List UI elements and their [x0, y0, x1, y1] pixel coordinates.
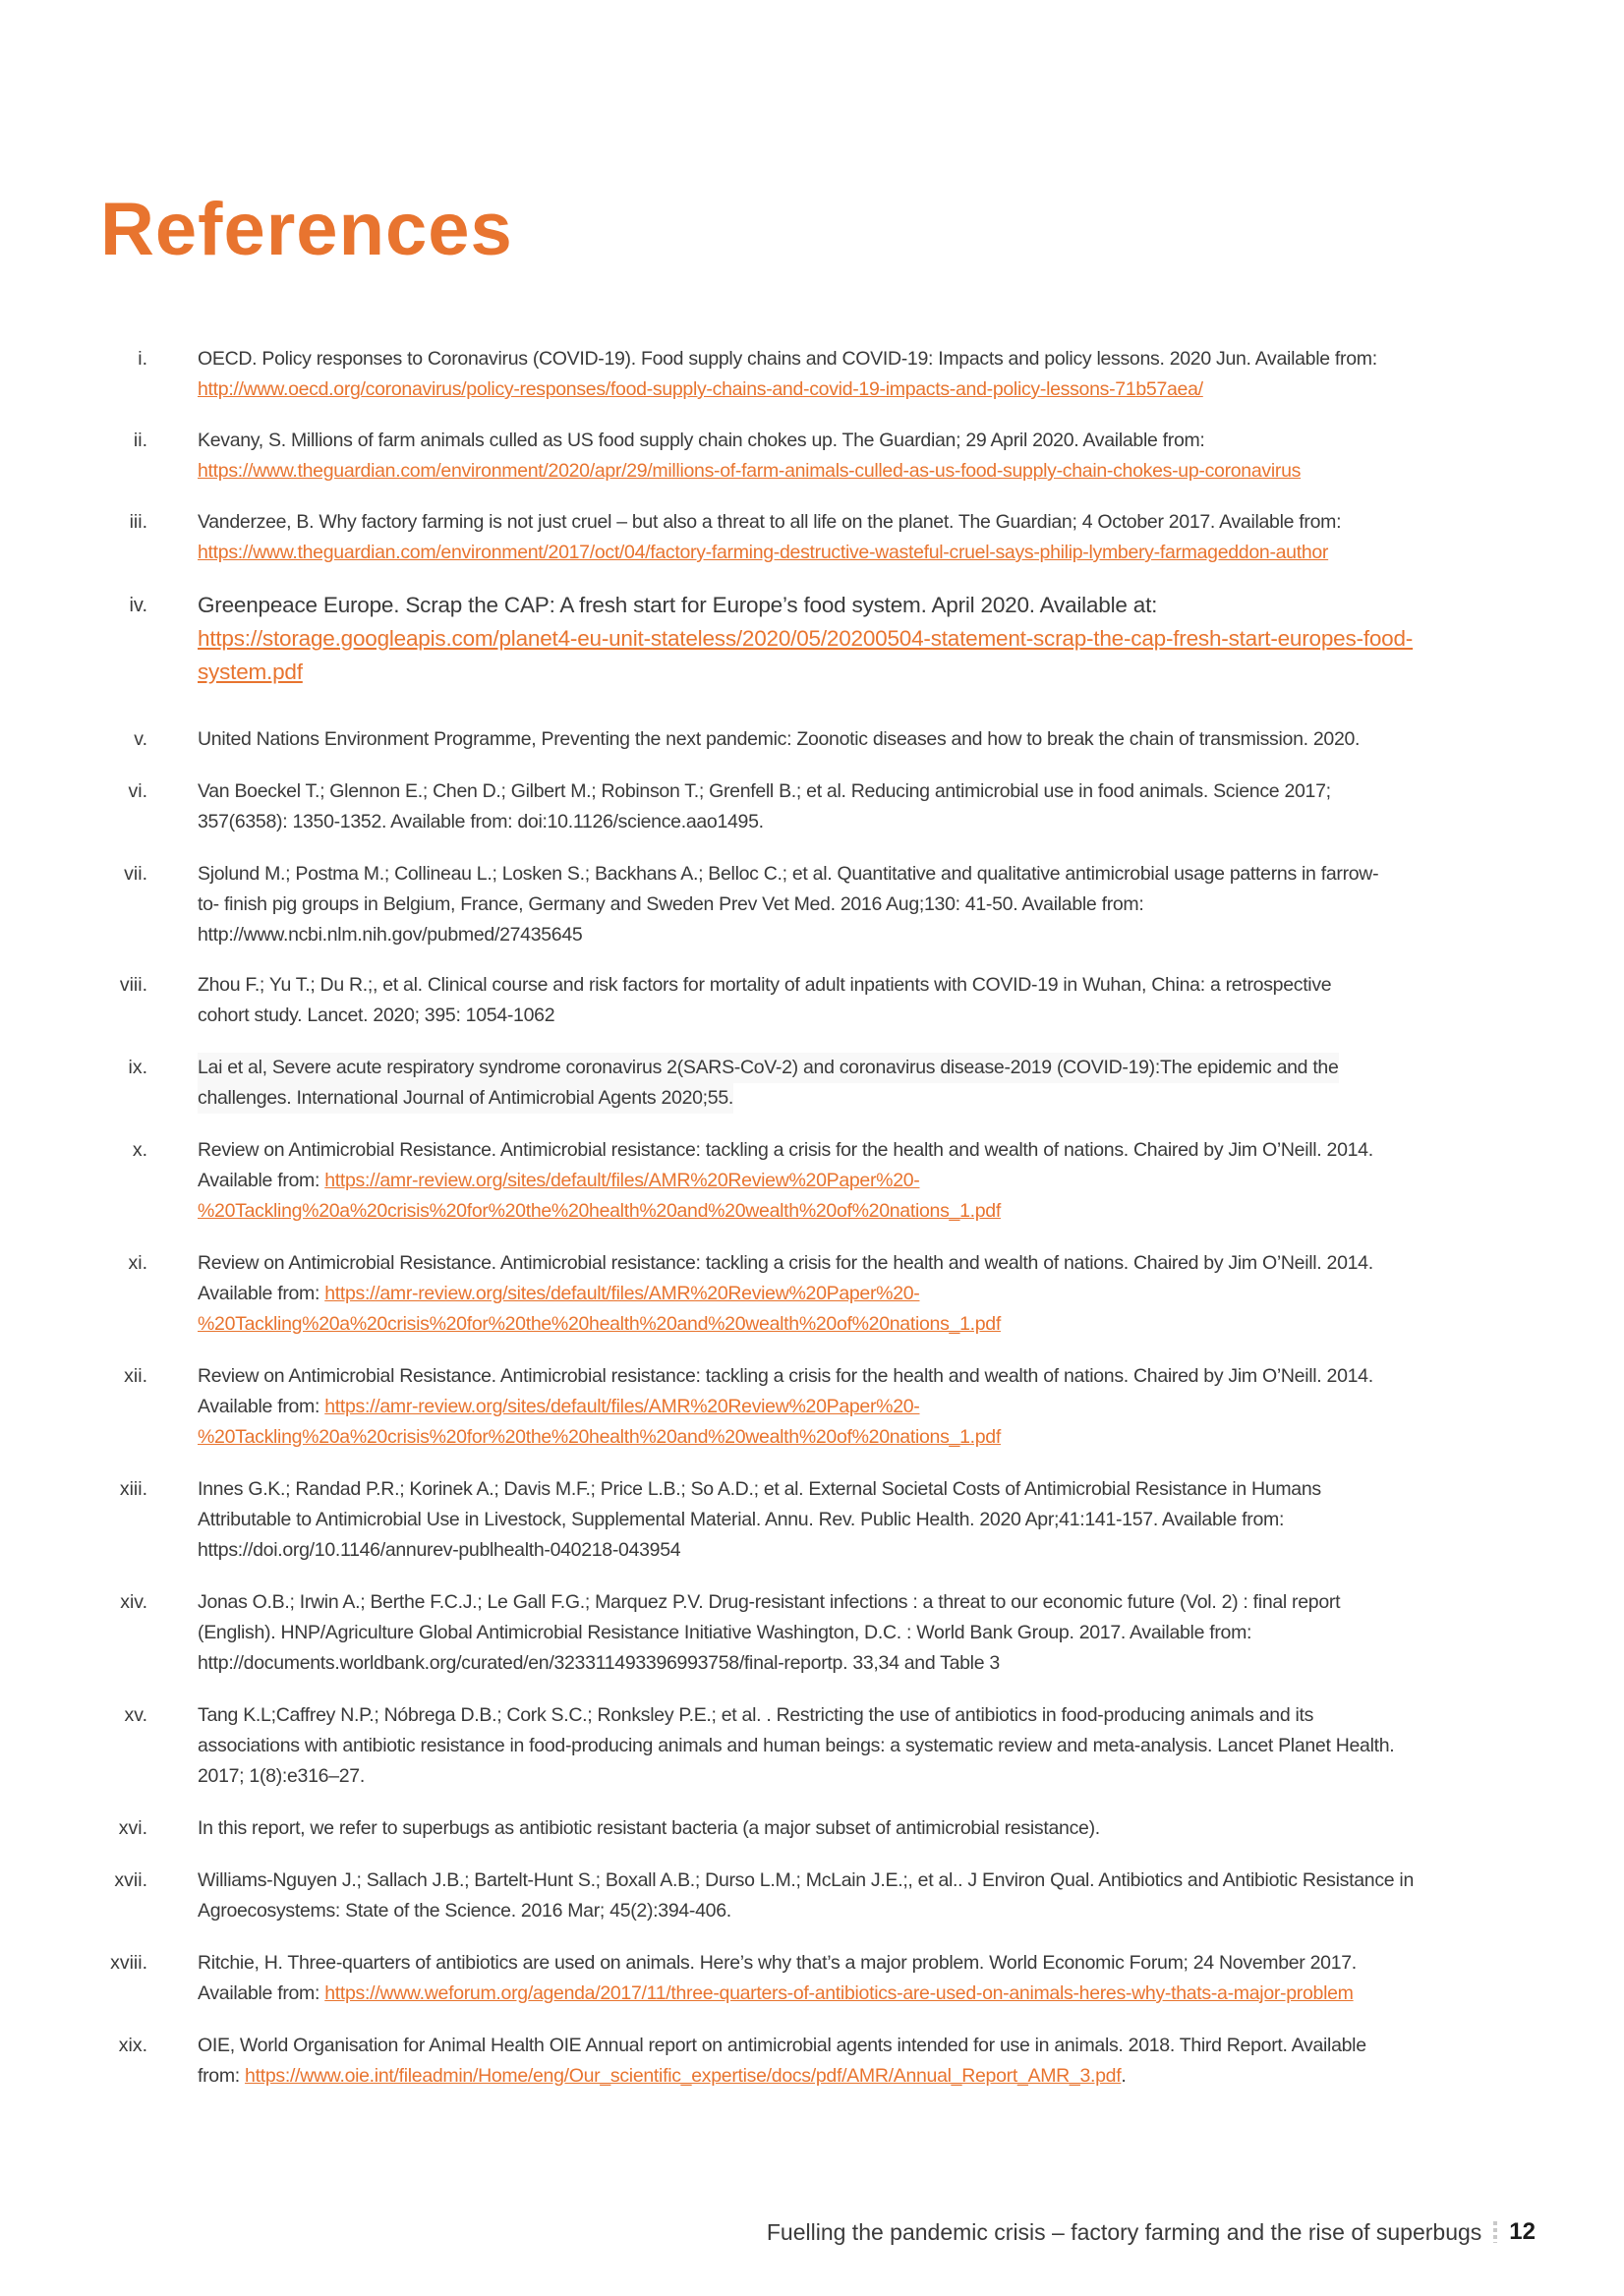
reference-text	[198, 1248, 1549, 1340]
reference-number: xviii.	[110, 1952, 147, 1974]
reference-text	[198, 859, 1549, 950]
reference-line	[198, 1474, 1549, 1505]
reference-line	[198, 970, 1549, 1001]
reference-text	[198, 776, 1549, 837]
reference-line-text: to- finish pig groups in Belgium, France, Germany and Sweden Prev Vet Med. 2016 Aug;130: 41-50. Available from:	[198, 893, 1144, 915]
reference-line	[198, 2031, 1549, 2061]
reference-line	[198, 622, 1549, 656]
reference-text	[198, 1361, 1549, 1453]
reference-line	[198, 1248, 1549, 1279]
reference-line	[198, 426, 1549, 456]
reference-link[interactable]: https://www.weforum.org/agenda/2017/11/three-quarters-of-antibiotics-are-used-on-animals-heres-why-thats-a-major-problem	[324, 1982, 1354, 2004]
reference-number: vii.	[124, 863, 147, 885]
reference-line-text: challenges. International Journal of Antimicrobial Agents 2020;55.	[198, 1087, 733, 1109]
reference-line	[198, 1535, 1549, 1566]
reference-text	[198, 1866, 1549, 1926]
reference-line-text: Available from:	[198, 1982, 325, 2004]
reference-line	[198, 1361, 1549, 1392]
reference-number: iii.	[129, 511, 147, 533]
reference-number: xiii.	[119, 1478, 147, 1500]
reference-line	[198, 1979, 1549, 2009]
page-number: 12	[1509, 2218, 1536, 2245]
reference-line	[198, 589, 1549, 622]
reference-text	[198, 1135, 1549, 1227]
reference-line	[198, 1896, 1549, 1926]
reference-number: v.	[134, 728, 147, 750]
reference-link[interactable]: https://amr-review.org/sites/default/files/AMR%20Review%20Paper%20-	[324, 1396, 920, 1417]
reference-text	[198, 1474, 1549, 1566]
reference-text	[198, 1948, 1549, 2009]
reference-line	[198, 1648, 1549, 1679]
page-title: References	[100, 188, 513, 271]
reference-line-text: Available from:	[198, 1283, 325, 1304]
reference-line-text: Van Boeckel T.; Glennon E.; Chen D.; Gilbert M.; Robinson T.; Grenfell B.; et al. Reducing antimicrobial use in food animals. Science 2017;	[198, 780, 1331, 802]
reference-line	[198, 724, 1549, 755]
reference-line-text: Review on Antimicrobial Resistance. Antimicrobial resistance: tackling a crisis for the health and wealth of nations. Chaired by Jim O’Neill. 2014.	[198, 1252, 1373, 1274]
reference-line	[198, 1279, 1549, 1309]
reference-link[interactable]: https://www.theguardian.com/environment/2017/oct/04/factory-farming-destructive-wasteful-cruel-says-philip-lymbery-farmageddon-author	[198, 542, 1329, 563]
reference-text	[198, 344, 1549, 405]
reference-line-text: from:	[198, 2065, 246, 2087]
reference-line-text: Ritchie, H. Three-quarters of antibiotics are used on animals. Here’s why that’s a major problem. World Economic Forum; 24 November 2017.	[198, 1952, 1357, 1974]
reference-line	[198, 920, 1549, 950]
reference-line	[198, 1700, 1549, 1731]
footer-separator	[1493, 2221, 1497, 2243]
reference-line-suffix: .	[1121, 2065, 1127, 2087]
reference-line-text: Lai et al, Severe acute respiratory syndrome coronavirus 2(SARS-CoV-2) and coronavirus disease-2019 (COVID-19):The epidemic and the	[198, 1057, 1339, 1078]
reference-line	[198, 890, 1549, 920]
reference-text	[198, 1700, 1549, 1792]
reference-line-text: Jonas O.B.; Irwin A.; Berthe F.C.J.; Le Gall F.G.; Marquez P.V. Drug-resistant infections : a threat to our economic future (Vol. 2) : final report	[198, 1591, 1341, 1613]
reference-line-text: Greenpeace Europe. Scrap the CAP: A fresh start for Europe’s food system. April 2020. Available at:	[198, 593, 1158, 617]
reference-number: xvi.	[118, 1817, 147, 1839]
reference-number: xiv.	[120, 1591, 147, 1613]
reference-link[interactable]: system.pdf	[198, 660, 303, 684]
reference-line	[198, 1761, 1549, 1792]
reference-link[interactable]: %20Tackling%20a%20crisis%20for%20the%20health%20and%20wealth%20of%20nations_1.pdf	[198, 1313, 1001, 1335]
reference-line	[198, 374, 1549, 405]
reference-line-text: Vanderzee, B. Why factory farming is not just cruel – but also a threat to all life on the planet. The Guardian; 4 October 2017. Available from:	[198, 511, 1342, 533]
page-footer	[767, 2218, 1536, 2246]
reference-line	[198, 1053, 1339, 1083]
reference-line-text: 2017; 1(8):e316–27.	[198, 1765, 365, 1787]
reference-line-text: http://www.ncbi.nlm.nih.gov/pubmed/27435645	[198, 924, 583, 946]
reference-text	[198, 2031, 1549, 2092]
reference-text	[198, 589, 1549, 689]
reference-number: iv.	[129, 595, 147, 616]
reference-line-text: OECD. Policy responses to Coronavirus (COVID-19). Food supply chains and COVID-19: Impacts and policy lessons. 2020 Jun. Available from:	[198, 348, 1377, 370]
reference-line-text: Sjolund M.; Postma M.; Collineau L.; Losken S.; Backhans A.; Belloc C.; et al. Quantitative and qualitative antimicrobial usage patterns in farrow-	[198, 863, 1379, 885]
reference-number: xix.	[118, 2035, 147, 2056]
reference-line-text: OIE, World Organisation for Animal Health OIE Annual report on antimicrobial agents intended for use in animals. 2018. Third Report. Available	[198, 2035, 1366, 2056]
reference-line-text: Attributable to Antimicrobial Use in Livestock, Supplemental Material. Annu. Rev. Public Health. 2020 Apr;41:141-157. Available from:	[198, 1509, 1285, 1530]
reference-link[interactable]: http://www.oecd.org/coronavirus/policy-responses/food-supply-chains-and-covid-19-impacts-and-policy-lessons-71b57aea/	[198, 378, 1203, 400]
reference-line	[198, 1135, 1549, 1166]
reference-line-text: In this report, we refer to superbugs as antibiotic resistant bacteria (a major subset of antimicrobial resistance).	[198, 1817, 1100, 1839]
reference-number: i.	[138, 348, 147, 370]
reference-text	[198, 426, 1549, 487]
reference-line	[198, 2061, 1549, 2092]
reference-number: ix.	[128, 1057, 147, 1078]
reference-line-text: Available from:	[198, 1170, 325, 1191]
reference-number: x.	[132, 1139, 147, 1161]
reference-line	[198, 1392, 1549, 1422]
reference-line	[198, 344, 1549, 374]
reference-line	[198, 1866, 1549, 1896]
reference-link[interactable]: %20Tackling%20a%20crisis%20for%20the%20health%20and%20wealth%20of%20nations_1.pdf	[198, 1200, 1001, 1222]
reference-number: xii.	[124, 1365, 147, 1387]
reference-number: xv.	[124, 1704, 147, 1726]
reference-link[interactable]: https://www.oie.int/fileadmin/Home/eng/Our_scientific_expertise/docs/pdf/AMR/Annual_Report_AMR_3.pdf	[245, 2065, 1122, 2087]
reference-number: viii.	[119, 974, 147, 996]
reference-line-text: cohort study. Lancet. 2020; 395: 1054-1062	[198, 1004, 555, 1026]
reference-text	[198, 1053, 1549, 1114]
reference-line	[198, 538, 1549, 568]
reference-line	[198, 1422, 1549, 1453]
footer-report-title: Fuelling the pandemic crisis – factory farming and the rise of superbugs	[766, 2218, 1482, 2245]
reference-line	[198, 1166, 1549, 1196]
reference-line	[198, 859, 1549, 890]
reference-number: ii.	[133, 430, 147, 451]
reference-line	[198, 507, 1549, 538]
reference-text	[198, 724, 1549, 755]
reference-line	[198, 1001, 1549, 1031]
reference-line-text: Williams-Nguyen J.; Sallach J.B.; Bartelt-Hunt S.; Boxall A.B.; Durso L.M.; McLain J.E.;, et al.. J Environ Qual. Antibiotics and Antibiotic Resistance in	[198, 1869, 1415, 1891]
reference-text	[198, 970, 1549, 1031]
reference-line-text: associations with antibiotic resistance in food-producing animals and human beings: a systematic review and meta-analysis. Lancet Planet Health.	[198, 1735, 1395, 1756]
reference-text	[198, 1813, 1549, 1844]
reference-link[interactable]: https://www.theguardian.com/environment/2020/apr/29/millions-of-farm-animals-culled-as-us-food-supply-chain-chokes-up-coronavirus	[198, 460, 1302, 482]
reference-line	[198, 656, 1549, 689]
reference-line	[198, 1731, 1549, 1761]
reference-line-text: https://doi.org/10.1146/annurev-publhealth-040218-043954	[198, 1539, 681, 1561]
reference-link[interactable]: %20Tackling%20a%20crisis%20for%20the%20health%20and%20wealth%20of%20nations_1.pdf	[198, 1426, 1001, 1448]
reference-number: xvii.	[114, 1869, 147, 1891]
reference-line-text: Innes G.K.; Randad P.R.; Korinek A.; Davis M.F.; Price L.B.; So A.D.; et al. External Societal Costs of Antimicrobial Resistance in Humans	[198, 1478, 1321, 1500]
reference-number: xi.	[128, 1252, 147, 1274]
reference-line	[198, 1083, 733, 1114]
reference-text	[198, 1587, 1549, 1679]
reference-line-text: Kevany, S. Millions of farm animals culled as US food supply chain chokes up. The Guardian; 29 April 2020. Available from:	[198, 430, 1205, 451]
reference-line-text: Agroecosystems: State of the Science. 2016 Mar; 45(2):394-406.	[198, 1900, 731, 1922]
reference-text	[198, 507, 1549, 568]
reference-line	[198, 807, 1549, 837]
reference-link[interactable]: https://amr-review.org/sites/default/files/AMR%20Review%20Paper%20-	[324, 1170, 920, 1191]
reference-line	[198, 776, 1549, 807]
reference-line	[198, 1505, 1549, 1535]
reference-line-text: Tang K.L;Caffrey N.P.; Nóbrega D.B.; Cork S.C.; Ronksley P.E.; et al. . Restricting the use of antibiotics in food-producing animals and its	[198, 1704, 1314, 1726]
reference-line	[198, 456, 1549, 487]
reference-line-text: United Nations Environment Programme, Preventing the next pandemic: Zoonotic diseases and how to break the chain of transmission. 2020.	[198, 728, 1361, 750]
reference-line	[198, 1587, 1549, 1618]
reference-line-text: http://documents.worldbank.org/curated/en/323311493396993758/final-reportp. 33,34 and Table 3	[198, 1652, 1000, 1674]
reference-line	[198, 1618, 1549, 1648]
reference-line-text: Review on Antimicrobial Resistance. Antimicrobial resistance: tackling a crisis for the health and wealth of nations. Chaired by Jim O’Neill. 2014.	[198, 1365, 1373, 1387]
reference-line	[198, 1948, 1549, 1979]
reference-number: vi.	[128, 780, 147, 802]
reference-line	[198, 1309, 1549, 1340]
reference-line-text: Review on Antimicrobial Resistance. Antimicrobial resistance: tackling a crisis for the health and wealth of nations. Chaired by Jim O’Neill. 2014.	[198, 1139, 1373, 1161]
reference-line-text: Zhou F.; Yu T.; Du R.;, et al. Clinical course and risk factors for mortality of adult inpatients with COVID-19 in Wuhan, China: a retrospective	[198, 974, 1332, 996]
reference-line-text: (English). HNP/Agriculture Global Antimicrobial Resistance Initiative Washington, D.C. : World Bank Group. 2017. Available from:	[198, 1622, 1252, 1643]
reference-line-text: 357(6358): 1350-1352. Available from: doi:10.1126/science.aao1495.	[198, 811, 764, 832]
reference-link[interactable]: https://amr-review.org/sites/default/files/AMR%20Review%20Paper%20-	[324, 1283, 920, 1304]
reference-link[interactable]: https://storage.googleapis.com/planet4-eu-unit-stateless/2020/05/20200504-statement-scrap-the-cap-fresh-start-europes-food-	[198, 626, 1414, 651]
reference-line	[198, 1813, 1549, 1844]
reference-line	[198, 1196, 1549, 1227]
reference-line-text: Available from:	[198, 1396, 325, 1417]
